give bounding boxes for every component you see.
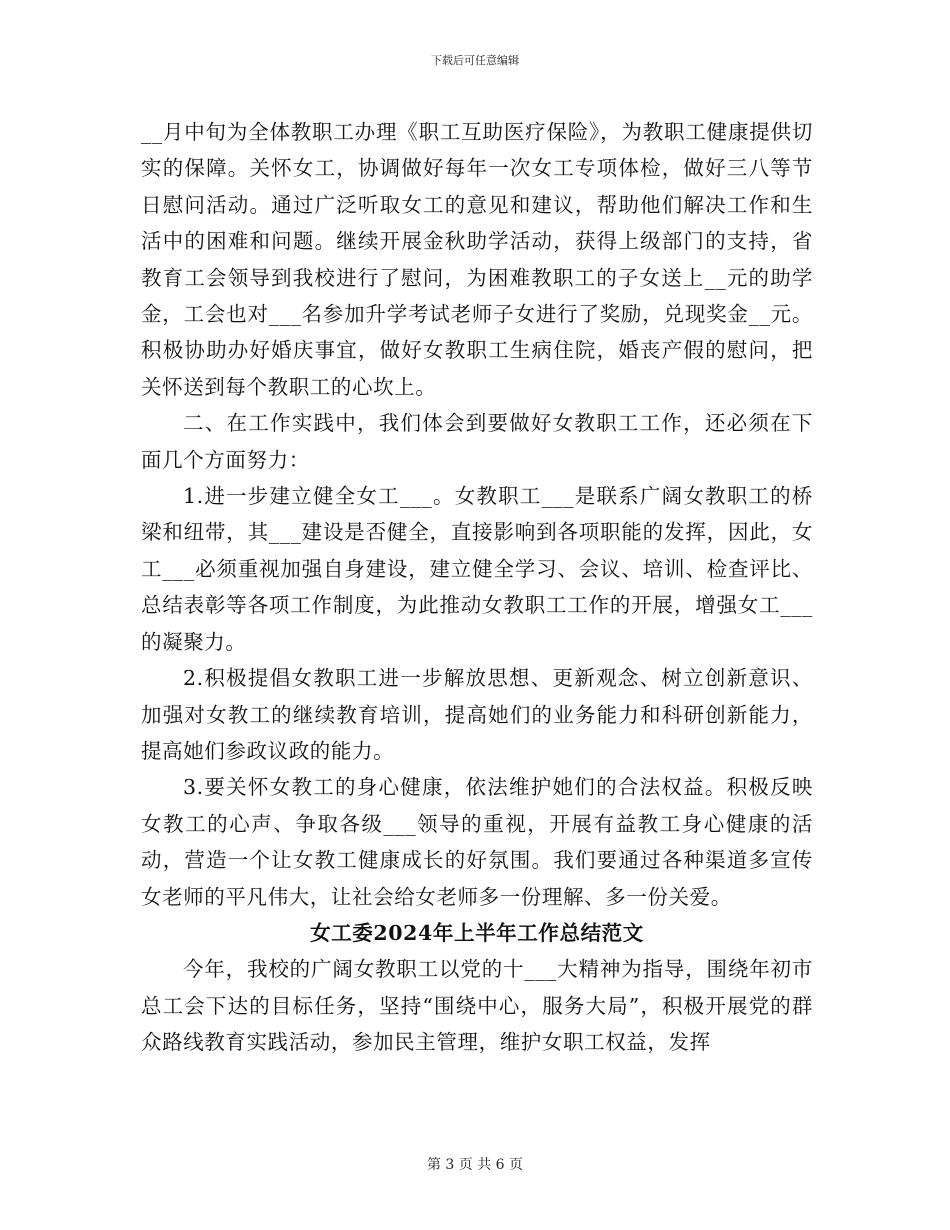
page-number: 第 3 页 共 6 页 xyxy=(426,1157,524,1173)
paragraph-new-section: 今年，我校的广阔女教职工以党的十___大精神为指导，围绕年初市总工会下达的目标任务，坚持“围绕中心，服务大局”，积极开展党的群众路线教育实践活动，参加民主管理，维护女职工权益，发挥 xyxy=(141,957,813,1055)
paragraph-continuation: __月中旬为全体教职工办理《职工互助医疗保险》，为教职工健康提供切实的保障。关怀女工，协调做好每年一次女工专项体检，做好三八等节日慰问活动。通过广泛听取女工的意见和建议，帮助他们解决工作和生活中的困难和问题。继续开展金秋助学活动，获得上级部门的支持，省教育工会领导到我校进行了慰问，为困难教职工的子女送上__元的助学金，工会也对___名参加升学考试老师子女进行了奖励，兑现奖金__元。积极协助办好婚庆事宜，做好女教职工生病住院，婚丧产假的慰问，把关怀送到每个教职工的心坎上。 xyxy=(141,120,813,399)
section-title: 女工委2024年上半年工作总结范文 xyxy=(310,920,644,945)
paragraph-item-2: 2.积极提倡女教职工进一步解放思想、更新观念、树立创新意识、加强对女教工的继续教育培训，提高她们的业务能力和科研创新能力，提高她们参政议政的能力。 xyxy=(141,666,813,763)
page-header: 下载后可任意编辑 xyxy=(431,54,519,67)
paragraph-section-two-intro: 二、在工作实践中，我们体会到要做好女教职工工作，还必须在下面几个方面努力： xyxy=(141,411,813,472)
paragraph-item-1: 1.进一步建立健全女工___。女教职工___是联系广阔女教职工的桥梁和纽带，其___建设是否健全，直接影响到各项职能的发挥，因此，女工___必须重视加强自身建设，建立健全学习、会议、培训、检查评比、总结表彰等各项工作制度，为此推动女教职工工作的开展，增强女工___的凝聚力。 xyxy=(141,484,813,654)
document-body xyxy=(141,114,813,1061)
paragraph-item-3: 3.要关怀女教工的身心健康，依法维护她们的合法权益。积极反映女教工的心声、争取各级___领导的重视，开展有益教工身心健康的活动，营造一个让女教工健康成长的好氛围。我们要通过各种渠道多宣传女老师的平凡伟大，让社会给女老师多一份理解、多一份关爱。 xyxy=(141,775,813,909)
